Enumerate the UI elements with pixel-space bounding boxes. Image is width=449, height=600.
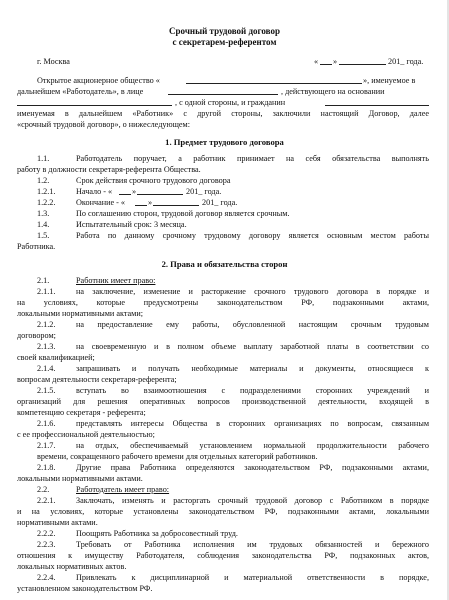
clause-1-1-line-1: Работодатель поручает, а работник принимает на себя обязательства выполнять: [76, 154, 429, 163]
clause-number: 2.1.4.: [37, 364, 56, 373]
clause-number: 2.2.: [37, 485, 50, 494]
clause-number: 2.1.7.: [37, 441, 56, 450]
clause-number: 2.2.1.: [37, 496, 56, 505]
document-subtitle: с секретарем-референтом: [172, 37, 277, 47]
clause-number: 1.1.: [37, 154, 50, 163]
start-month-blank: [137, 194, 183, 195]
section-1-heading: 1. Предмет трудового договора: [165, 137, 284, 147]
clause-1-4: Испытательный срок: 3 месяца.: [76, 220, 187, 229]
clause-number: 1.2.: [37, 176, 50, 185]
date-year: 201_ года.: [388, 57, 424, 66]
date-open-quote: «: [314, 57, 319, 66]
clause-1-5-line-1: Работа по данному срочному трудовому договору является основным местом работы: [76, 231, 429, 240]
clause-2-1-6-line-2: с ее профессиональной деятельностью;: [17, 430, 155, 439]
clause-2-1-8-line-1: Другие права Работника определяются законодательством РФ, подзаконными актами,: [76, 463, 429, 472]
clause-2-1-4-line-2: вопросам деятельности секретаря-референта;: [17, 375, 177, 384]
clause-2-1-7-line-1: на отдых, обеспечиваемый установлением нормальной продолжительности рабочего: [76, 441, 429, 450]
clause-number: 2.1.8.: [37, 463, 56, 472]
clause-2-2-1-line-1: Заключать, изменять и расторгать срочный трудовой договор с Работником в порядке: [76, 496, 429, 505]
clause-number: 1.5.: [37, 231, 50, 240]
date-day-blank: [320, 64, 332, 65]
clause-2-2-2: Поощрять Работника за добросовестный труд.: [76, 529, 238, 538]
clause-number: 2.1.5.: [37, 386, 56, 395]
clause-2-2-1-line-3: нормативными актами.: [17, 518, 98, 527]
clause-1-5-line-2: Работника.: [17, 242, 56, 251]
clause-2-1-2-line-2: договором;: [17, 331, 56, 340]
representative-blank: [168, 94, 278, 95]
intro-line-1-b: », именуемое в: [363, 76, 416, 85]
clause-1-2: Срок действия срочного трудового договора: [76, 176, 231, 185]
clause-1-2-2-b: 201_ года.: [202, 198, 238, 207]
date-month-blank: [339, 64, 386, 65]
clause-2-2-4-line-1: Привлекать к дисциплинарной и материальной ответственности в порядке,: [76, 573, 429, 582]
intro-line-4: именуемая в дальнейшем «Работник» с другой стороны, заключили настоящий Договор, далее: [17, 109, 429, 118]
clause-2-1-7-line-2: времени, сокращенного рабочего времени для отдельных категорий работников.: [37, 452, 318, 461]
clause-number: 1.2.1.: [37, 187, 56, 196]
basis-blank: [17, 105, 172, 106]
clause-number: 1.4.: [37, 220, 50, 229]
clause-number: 2.2.4.: [37, 573, 56, 582]
company-name-blank: [186, 83, 362, 84]
clause-1-2-2-a: Окончание - «: [76, 198, 126, 207]
intro-line-2-b: , действующего на основании: [281, 87, 385, 96]
clause-1-1-line-2: работу в должности секретаря-референта Общества.: [17, 165, 201, 174]
document-title: Срочный трудовой договор: [169, 26, 280, 36]
clause-2-1-5-line-3: компетенцию секретаря - референта;: [17, 408, 146, 417]
clause-2-1-1-line-2: на условиях, которые предусмотрены законодательством РФ, подзаконными актами,: [17, 298, 429, 307]
start-day-blank: [119, 194, 131, 195]
clause-2-1-3-line-1: на своевременную и в полном объеме выплату заработной платы в соответствии со: [76, 342, 429, 351]
clause-number: 2.1.: [37, 276, 50, 285]
end-month-blank: [153, 205, 199, 206]
clause-1-2-1-b: 201_ года.: [186, 187, 222, 196]
clause-2-1-3-line-2: своей квалификацией;: [17, 353, 95, 362]
clause-2-2-3-line-3: локальных нормативных актов.: [17, 562, 127, 571]
city: г. Москва: [37, 57, 70, 66]
end-close-quote: »: [148, 198, 153, 207]
clause-number: 2.1.1.: [37, 287, 56, 296]
clause-2-1-4-line-1: запрашивать и получать необходимые материалы и документы, относящиеся к: [76, 364, 429, 373]
date-close-quote: »: [333, 57, 338, 66]
clause-2-1: Работник имеет право:: [76, 276, 156, 285]
section-2-heading: 2. Права и обязательства сторон: [161, 259, 288, 269]
intro-line-2-a: дальнейшем «Работодатель», в лице: [17, 87, 144, 96]
start-close-quote: »: [132, 187, 137, 196]
clause-number: 1.2.2.: [37, 198, 56, 207]
clause-2-2-3-line-2: отношения к имуществу Работодателя, соблюдения законодательства РФ, подзаконных актов,: [17, 551, 429, 560]
clause-2-2: Работодатель имеет право:: [76, 485, 170, 494]
intro-line-3-a: , с одной стороны, и гражданин: [175, 98, 286, 107]
clause-number: 2.1.3.: [37, 342, 56, 351]
intro-line-1-a: Открытое акционерное общество «: [37, 76, 160, 85]
clause-2-2-1-line-2: и на условиях, которые установлены законодательством РФ, подзаконными актами, локальными: [17, 507, 429, 516]
clause-2-1-1-line-1: на заключение, изменение и расторжение срочного трудового договора в порядке и: [76, 287, 429, 296]
clause-number: 1.3.: [37, 209, 50, 218]
clause-number: 2.1.2.: [37, 320, 56, 329]
clause-number: 2.1.6.: [37, 419, 56, 428]
intro-line-5: «срочный трудовой договор», о нижеследующем:: [17, 120, 190, 129]
clause-2-1-2-line-1: на предоставление ему работы, обусловленной настоящим срочным трудовым: [76, 320, 429, 329]
clause-2-1-5-line-2: организаций для решения оперативных вопросов производственной деятельности, входящей в: [17, 397, 429, 406]
clause-2-1-6-line-1: представлять интересы Общества в сторонних организациях по вопросам, связанным: [76, 419, 429, 428]
clause-2-1-1-line-3: локальными нормативными актами;: [17, 309, 144, 318]
employee-name-blank: [325, 105, 429, 106]
clause-2-2-3-line-1: Требовать от Работника исполнения им трудовых обязанностей и бережного: [76, 540, 429, 549]
end-day-blank: [135, 205, 147, 206]
clause-2-1-5-line-1: вступать во взаимоотношения с подразделениями сторонних учреждений и: [76, 386, 429, 395]
clause-1-3: По соглашению сторон, трудовой договор является срочным.: [76, 209, 290, 218]
clause-number: 2.2.3.: [37, 540, 56, 549]
clause-1-2-1-a: Начало - «: [76, 187, 113, 196]
clause-number: 2.2.2.: [37, 529, 56, 538]
clause-2-2-4-line-2: установленном законодательством РФ.: [17, 584, 153, 593]
clause-2-1-8-line-2: локальными нормативными актами.: [17, 474, 143, 483]
